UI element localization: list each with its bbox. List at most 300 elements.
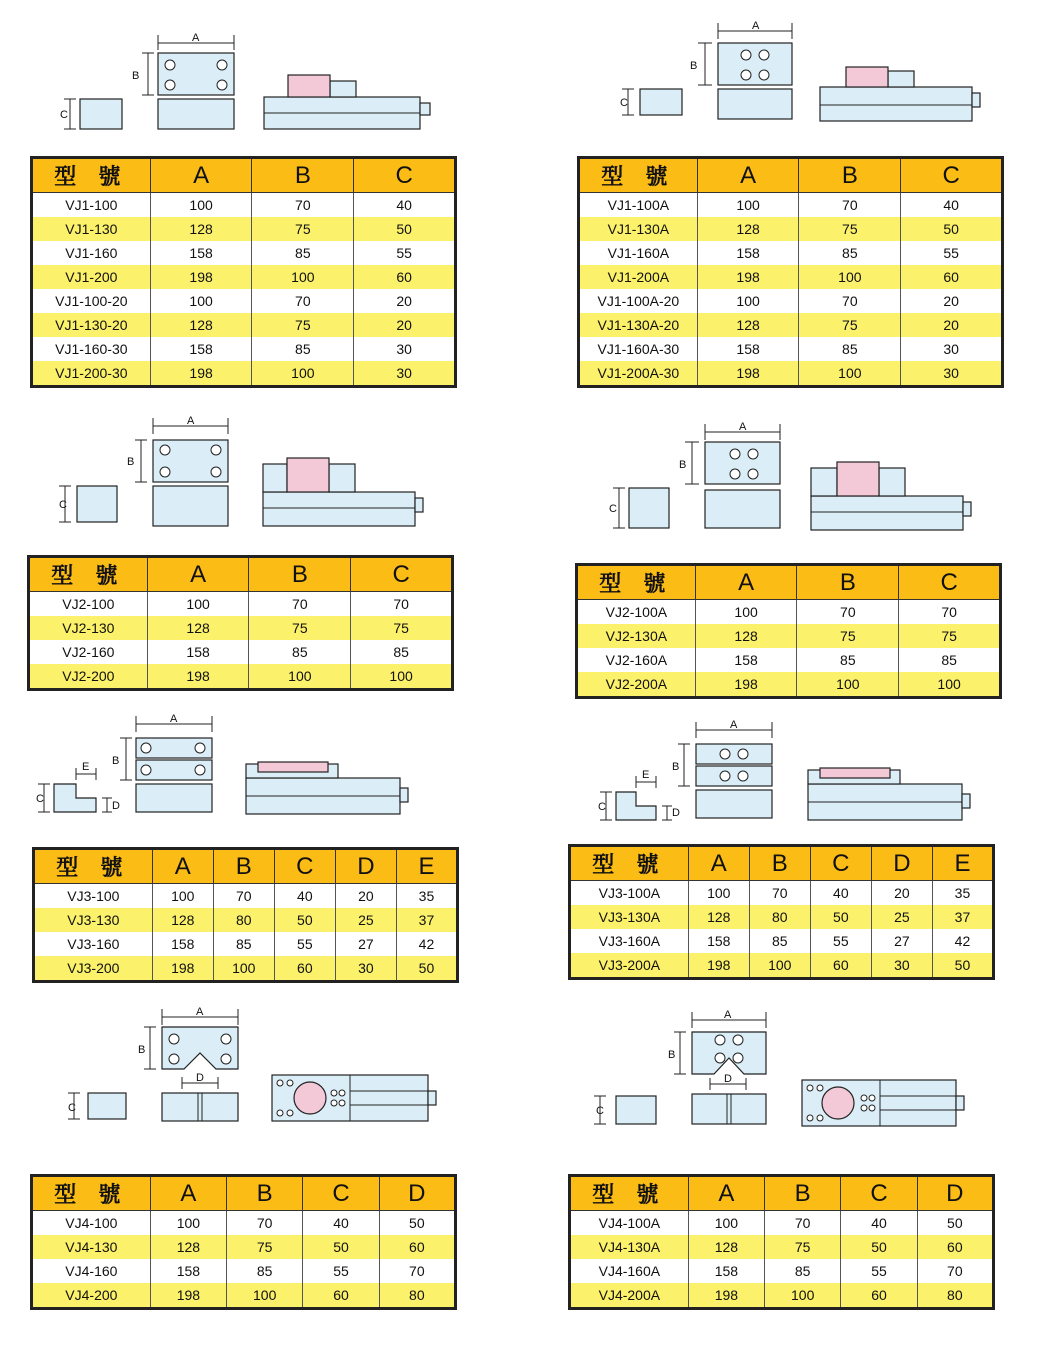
cell: 27 bbox=[335, 932, 396, 956]
cell: 70 bbox=[252, 289, 354, 313]
table-row bbox=[32, 193, 456, 218]
cell: 100 bbox=[697, 289, 799, 313]
cell: VJ1-100-20 bbox=[32, 289, 151, 313]
cell: VJ1-130A bbox=[579, 217, 698, 241]
header-c: C bbox=[899, 565, 1001, 600]
cell: 85 bbox=[351, 640, 453, 664]
cell: 198 bbox=[688, 953, 749, 979]
cell: 70 bbox=[227, 1211, 303, 1236]
cell: 100 bbox=[249, 664, 351, 690]
cell: 100 bbox=[213, 956, 274, 982]
cell: 70 bbox=[917, 1259, 993, 1283]
cell: VJ3-200 bbox=[34, 956, 153, 982]
cell: 55 bbox=[841, 1259, 917, 1283]
header-c: C bbox=[810, 846, 871, 881]
cell: 60 bbox=[379, 1235, 455, 1259]
cell: 85 bbox=[227, 1259, 303, 1283]
cell: 60 bbox=[354, 265, 456, 289]
header-b: B bbox=[765, 1176, 841, 1211]
cell: 60 bbox=[841, 1283, 917, 1309]
dim-label-d: D bbox=[112, 800, 120, 812]
header-c: C bbox=[901, 158, 1003, 193]
cell: VJ4-100A bbox=[570, 1211, 689, 1236]
table-row bbox=[579, 241, 1003, 265]
cell: 35 bbox=[932, 881, 993, 906]
cell: VJ1-130A-20 bbox=[579, 313, 698, 337]
dim-label-a: A bbox=[739, 421, 747, 433]
cell: 30 bbox=[901, 361, 1003, 387]
header-e: E bbox=[396, 849, 457, 884]
cell: 158 bbox=[150, 1259, 226, 1283]
dim-label-d: D bbox=[672, 807, 680, 819]
header-c: C bbox=[841, 1176, 917, 1211]
table-row bbox=[32, 289, 456, 313]
cell: 85 bbox=[252, 337, 354, 361]
header-a: A bbox=[147, 557, 249, 592]
table-row bbox=[577, 648, 1001, 672]
vj4-spec-table bbox=[30, 1174, 457, 1310]
cell: 158 bbox=[697, 337, 799, 361]
dim-label-b: B bbox=[138, 1044, 146, 1056]
cell: 75 bbox=[249, 616, 351, 640]
table-row bbox=[29, 664, 453, 690]
vj4-figure bbox=[60, 1005, 460, 1130]
header-a: A bbox=[695, 565, 797, 600]
cell: 30 bbox=[901, 337, 1003, 361]
dim-label-d: D bbox=[196, 1072, 204, 1084]
dim-label-a: A bbox=[170, 713, 178, 725]
cell: 198 bbox=[150, 265, 252, 289]
cell: 20 bbox=[871, 881, 932, 906]
dim-label-a: A bbox=[196, 1006, 204, 1018]
cell: 55 bbox=[901, 241, 1003, 265]
cell: 158 bbox=[695, 648, 797, 672]
cell: 70 bbox=[799, 289, 901, 313]
cell: 60 bbox=[901, 265, 1003, 289]
header-d: D bbox=[871, 846, 932, 881]
cell: 60 bbox=[274, 956, 335, 982]
cell: 128 bbox=[688, 1235, 764, 1259]
cell: 100 bbox=[899, 672, 1001, 698]
cell: VJ4-200 bbox=[32, 1283, 151, 1309]
dim-label-c: C bbox=[609, 503, 617, 515]
cell: 85 bbox=[249, 640, 351, 664]
cell: 30 bbox=[354, 337, 456, 361]
cell: 158 bbox=[688, 929, 749, 953]
header-c: C bbox=[274, 849, 335, 884]
cell: 128 bbox=[697, 313, 799, 337]
table-row bbox=[32, 313, 456, 337]
table-header-row bbox=[570, 846, 994, 881]
vj1a-spec-table bbox=[577, 156, 1004, 388]
header-a: A bbox=[688, 1176, 764, 1211]
cell: 85 bbox=[797, 648, 899, 672]
table-row bbox=[32, 337, 456, 361]
cell: 55 bbox=[354, 241, 456, 265]
cell: 100 bbox=[688, 881, 749, 906]
cell: 128 bbox=[688, 905, 749, 929]
cell: 40 bbox=[354, 193, 456, 218]
table-row bbox=[579, 337, 1003, 361]
table-row bbox=[570, 1283, 994, 1309]
header-c: C bbox=[303, 1176, 379, 1211]
cell: 75 bbox=[252, 313, 354, 337]
table-row bbox=[577, 672, 1001, 698]
cell: 100 bbox=[152, 884, 213, 909]
cell: 60 bbox=[303, 1283, 379, 1309]
cell: 70 bbox=[899, 600, 1001, 625]
dim-label-b: B bbox=[112, 755, 120, 767]
cell: 100 bbox=[227, 1283, 303, 1309]
header-model: 型 號 bbox=[29, 557, 148, 592]
cell: 75 bbox=[899, 624, 1001, 648]
cell: 128 bbox=[695, 624, 797, 648]
cell: VJ1-100A bbox=[579, 193, 698, 218]
table-row bbox=[29, 616, 453, 640]
cell: 80 bbox=[213, 908, 274, 932]
dim-label-e: E bbox=[82, 761, 90, 773]
cell: 20 bbox=[901, 289, 1003, 313]
header-a: A bbox=[688, 846, 749, 881]
cell: VJ3-160 bbox=[34, 932, 153, 956]
table-row bbox=[32, 241, 456, 265]
cell: 25 bbox=[871, 905, 932, 929]
cell: 80 bbox=[379, 1283, 455, 1309]
cell: 70 bbox=[749, 881, 810, 906]
table-header-row bbox=[579, 158, 1003, 193]
cell: 37 bbox=[396, 908, 457, 932]
cell: VJ3-130 bbox=[34, 908, 153, 932]
table-row bbox=[579, 289, 1003, 313]
cell: 198 bbox=[152, 956, 213, 982]
dim-label-c: C bbox=[59, 499, 67, 511]
header-b: B bbox=[797, 565, 899, 600]
dim-label-a: A bbox=[187, 415, 195, 427]
cell: VJ3-130A bbox=[570, 905, 689, 929]
cell: VJ3-160A bbox=[570, 929, 689, 953]
cell: VJ2-130 bbox=[29, 616, 148, 640]
cell: 70 bbox=[249, 592, 351, 617]
vj4a-spec-table bbox=[568, 1174, 995, 1310]
dim-label-c: C bbox=[620, 97, 628, 109]
cell: 75 bbox=[799, 217, 901, 241]
cell: VJ1-160A-30 bbox=[579, 337, 698, 361]
cell: VJ1-100 bbox=[32, 193, 151, 218]
cell: 85 bbox=[799, 241, 901, 265]
table-header-row bbox=[34, 849, 458, 884]
table-row bbox=[32, 265, 456, 289]
header-c: C bbox=[351, 557, 453, 592]
vj1-spec-table bbox=[30, 156, 457, 388]
cell: 60 bbox=[917, 1235, 993, 1259]
dim-label-b: B bbox=[679, 459, 687, 471]
cell: VJ2-100 bbox=[29, 592, 148, 617]
dim-label-d: D bbox=[724, 1073, 732, 1085]
cell: 70 bbox=[213, 884, 274, 909]
cell: 50 bbox=[917, 1211, 993, 1236]
cell: 20 bbox=[335, 884, 396, 909]
cell: 198 bbox=[150, 361, 252, 387]
cell: 158 bbox=[147, 640, 249, 664]
cell: VJ3-200A bbox=[570, 953, 689, 979]
cell: 100 bbox=[150, 193, 252, 218]
cell: VJ1-200A-30 bbox=[579, 361, 698, 387]
cell: 55 bbox=[810, 929, 871, 953]
cell: 70 bbox=[252, 193, 354, 218]
cell: 128 bbox=[150, 313, 252, 337]
header-model: 型 號 bbox=[34, 849, 153, 884]
table-row bbox=[32, 1211, 456, 1236]
header-model: 型 號 bbox=[32, 1176, 151, 1211]
cell: 50 bbox=[303, 1235, 379, 1259]
cell: 100 bbox=[150, 1211, 226, 1236]
table-row bbox=[570, 953, 994, 979]
header-model: 型 號 bbox=[570, 846, 689, 881]
cell: 100 bbox=[797, 672, 899, 698]
vj3a-spec-table bbox=[568, 844, 995, 980]
table-row bbox=[29, 640, 453, 664]
table-row bbox=[570, 1259, 994, 1283]
cell: 35 bbox=[396, 884, 457, 909]
cell: 60 bbox=[810, 953, 871, 979]
dim-label-b: B bbox=[690, 60, 698, 72]
cell: 50 bbox=[396, 956, 457, 982]
table-row bbox=[32, 217, 456, 241]
cell: 50 bbox=[379, 1211, 455, 1236]
cell: 85 bbox=[799, 337, 901, 361]
dim-label-c: C bbox=[598, 801, 606, 813]
dim-label-a: A bbox=[730, 719, 738, 731]
cell: VJ3-100A bbox=[570, 881, 689, 906]
cell: VJ1-130 bbox=[32, 217, 151, 241]
table-row bbox=[579, 217, 1003, 241]
cell: 70 bbox=[765, 1211, 841, 1236]
cell: 75 bbox=[797, 624, 899, 648]
cell: 30 bbox=[871, 953, 932, 979]
cell: 70 bbox=[797, 600, 899, 625]
cell: VJ1-160-30 bbox=[32, 337, 151, 361]
dim-label-a: A bbox=[752, 20, 760, 32]
cell: 198 bbox=[688, 1283, 764, 1309]
cell: 75 bbox=[227, 1235, 303, 1259]
table-row bbox=[570, 905, 994, 929]
header-model: 型 號 bbox=[577, 565, 696, 600]
header-a: A bbox=[152, 849, 213, 884]
cell: 198 bbox=[150, 1283, 226, 1309]
table-row bbox=[570, 1211, 994, 1236]
dim-label-c: C bbox=[60, 109, 68, 121]
cell: 40 bbox=[303, 1211, 379, 1236]
cell: 75 bbox=[351, 616, 453, 640]
cell: 50 bbox=[810, 905, 871, 929]
table-row bbox=[29, 592, 453, 617]
cell: 50 bbox=[901, 217, 1003, 241]
cell: VJ2-200A bbox=[577, 672, 696, 698]
cell: 55 bbox=[303, 1259, 379, 1283]
header-a: A bbox=[150, 1176, 226, 1211]
cell: 75 bbox=[252, 217, 354, 241]
dim-label-b: B bbox=[668, 1049, 676, 1061]
cell: 85 bbox=[213, 932, 274, 956]
table-row bbox=[32, 1259, 456, 1283]
cell: 20 bbox=[354, 289, 456, 313]
cell: VJ2-160A bbox=[577, 648, 696, 672]
cell: VJ4-130 bbox=[32, 1235, 151, 1259]
header-d: D bbox=[379, 1176, 455, 1211]
header-b: B bbox=[249, 557, 351, 592]
cell: 100 bbox=[695, 600, 797, 625]
vj4a-figure bbox=[588, 1008, 988, 1133]
cell: 75 bbox=[765, 1235, 841, 1259]
cell: 27 bbox=[871, 929, 932, 953]
header-b: B bbox=[799, 158, 901, 193]
vj2-figure bbox=[45, 412, 445, 532]
cell: 70 bbox=[799, 193, 901, 218]
header-b: B bbox=[227, 1176, 303, 1211]
cell: 100 bbox=[147, 592, 249, 617]
cell: 100 bbox=[150, 289, 252, 313]
cell: 40 bbox=[901, 193, 1003, 218]
cell: 100 bbox=[749, 953, 810, 979]
cell: VJ2-200 bbox=[29, 664, 148, 690]
cell: VJ1-130-20 bbox=[32, 313, 151, 337]
cell: 85 bbox=[899, 648, 1001, 672]
cell: 100 bbox=[252, 265, 354, 289]
header-model: 型 號 bbox=[579, 158, 698, 193]
header-a: A bbox=[697, 158, 799, 193]
cell: VJ4-160 bbox=[32, 1259, 151, 1283]
table-row bbox=[579, 361, 1003, 387]
cell: 40 bbox=[810, 881, 871, 906]
header-model: 型 號 bbox=[570, 1176, 689, 1211]
table-row bbox=[32, 361, 456, 387]
cell: 85 bbox=[765, 1259, 841, 1283]
header-b: B bbox=[749, 846, 810, 881]
cell: 80 bbox=[749, 905, 810, 929]
table-row bbox=[570, 881, 994, 906]
header-b: B bbox=[252, 158, 354, 193]
cell: VJ2-130A bbox=[577, 624, 696, 648]
dim-label-c: C bbox=[36, 793, 44, 805]
header-d: D bbox=[917, 1176, 993, 1211]
cell: 100 bbox=[697, 193, 799, 218]
table-row bbox=[570, 929, 994, 953]
cell: 128 bbox=[150, 1235, 226, 1259]
dim-label-a: A bbox=[724, 1009, 732, 1021]
cell: 100 bbox=[765, 1283, 841, 1309]
dim-label-b: B bbox=[672, 761, 680, 773]
header-a: A bbox=[150, 158, 252, 193]
cell: 128 bbox=[152, 908, 213, 932]
table-row bbox=[34, 884, 458, 909]
table-row bbox=[579, 193, 1003, 218]
cell: 198 bbox=[695, 672, 797, 698]
cell: VJ4-200A bbox=[570, 1283, 689, 1309]
dim-label-b: B bbox=[127, 456, 135, 468]
cell: 50 bbox=[354, 217, 456, 241]
cell: 100 bbox=[688, 1211, 764, 1236]
cell: 158 bbox=[150, 241, 252, 265]
header-c: C bbox=[354, 158, 456, 193]
header-d: D bbox=[335, 849, 396, 884]
cell: 42 bbox=[396, 932, 457, 956]
dim-label-a: A bbox=[192, 32, 200, 44]
vj2a-figure bbox=[595, 418, 995, 538]
header-e: E bbox=[932, 846, 993, 881]
table-row bbox=[34, 908, 458, 932]
cell: 80 bbox=[917, 1283, 993, 1309]
vj2a-spec-table bbox=[575, 563, 1002, 699]
table-row bbox=[34, 956, 458, 982]
vj3-figure bbox=[30, 712, 430, 827]
cell: VJ4-130A bbox=[570, 1235, 689, 1259]
table-row bbox=[579, 313, 1003, 337]
cell: 20 bbox=[354, 313, 456, 337]
cell: 85 bbox=[252, 241, 354, 265]
table-header-row bbox=[577, 565, 1001, 600]
vj1-figure bbox=[50, 25, 450, 135]
cell: 40 bbox=[841, 1211, 917, 1236]
cell: 128 bbox=[150, 217, 252, 241]
table-row bbox=[32, 1235, 456, 1259]
dim-label-e: E bbox=[642, 769, 650, 781]
cell: VJ1-160 bbox=[32, 241, 151, 265]
table-row bbox=[577, 624, 1001, 648]
vj3-spec-table bbox=[32, 847, 459, 983]
cell: 20 bbox=[901, 313, 1003, 337]
cell: VJ4-160A bbox=[570, 1259, 689, 1283]
cell: 100 bbox=[799, 361, 901, 387]
cell: 55 bbox=[274, 932, 335, 956]
cell: 25 bbox=[335, 908, 396, 932]
header-model: 型 號 bbox=[32, 158, 151, 193]
dim-label-b: B bbox=[132, 70, 140, 82]
cell: VJ2-100A bbox=[577, 600, 696, 625]
cell: 75 bbox=[799, 313, 901, 337]
cell: 100 bbox=[351, 664, 453, 690]
cell: 158 bbox=[152, 932, 213, 956]
cell: 37 bbox=[932, 905, 993, 929]
table-header-row bbox=[29, 557, 453, 592]
cell: 100 bbox=[252, 361, 354, 387]
cell: 100 bbox=[799, 265, 901, 289]
cell: VJ3-100 bbox=[34, 884, 153, 909]
cell: VJ4-100 bbox=[32, 1211, 151, 1236]
vj1a-figure bbox=[600, 15, 1000, 130]
cell: VJ1-200A bbox=[579, 265, 698, 289]
cell: 50 bbox=[841, 1235, 917, 1259]
cell: VJ2-160 bbox=[29, 640, 148, 664]
cell: VJ1-100A-20 bbox=[579, 289, 698, 313]
cell: 40 bbox=[274, 884, 335, 909]
header-b: B bbox=[213, 849, 274, 884]
cell: 128 bbox=[697, 217, 799, 241]
table-row bbox=[32, 1283, 456, 1309]
table-header-row bbox=[32, 1176, 456, 1211]
vj2-spec-table bbox=[27, 555, 454, 691]
table-row bbox=[577, 600, 1001, 625]
table-row bbox=[579, 265, 1003, 289]
cell: 198 bbox=[147, 664, 249, 690]
cell: 30 bbox=[335, 956, 396, 982]
cell: 50 bbox=[274, 908, 335, 932]
cell: 158 bbox=[150, 337, 252, 361]
table-row bbox=[570, 1235, 994, 1259]
cell: VJ1-200 bbox=[32, 265, 151, 289]
cell: VJ1-160A bbox=[579, 241, 698, 265]
cell: 50 bbox=[932, 953, 993, 979]
cell: 198 bbox=[697, 265, 799, 289]
